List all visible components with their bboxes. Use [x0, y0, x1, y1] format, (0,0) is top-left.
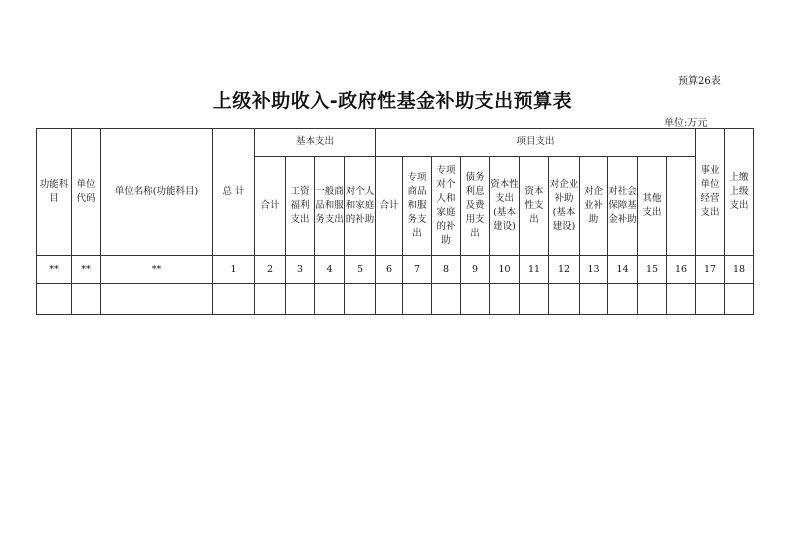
header-row-1: [37, 129, 754, 157]
table-cell: 10: [490, 256, 520, 284]
table-cell: [345, 284, 376, 315]
table-cell: [315, 284, 345, 315]
form-number: 预算26表: [678, 76, 721, 87]
header-basic-total: 合计: [255, 156, 286, 255]
table-cell: [72, 284, 101, 315]
table-cell: 11: [520, 256, 549, 284]
header-enterprise-build: 对企业补助(基本建设): [549, 156, 580, 255]
header-wage: 工资福利支出: [286, 156, 315, 255]
header-unit-name: 单位名称(功能科目): [101, 129, 213, 256]
table-cell: 18: [725, 256, 754, 284]
header-goods: 一般商品和服务支出: [315, 156, 345, 255]
header-capital-build: 资本性支出(基本建设): [490, 156, 520, 255]
header-basic-expenditure: 基本支出: [255, 129, 376, 157]
table-cell: [696, 284, 725, 315]
header-func-subject: 功能科目: [37, 129, 72, 256]
header-business-expenditure: 事业单位经营支出: [696, 129, 725, 256]
table-cell: [490, 284, 520, 315]
table-cell: [286, 284, 315, 315]
table-cell: **: [72, 256, 101, 284]
table-cell: 3: [286, 256, 315, 284]
table-cell: 7: [403, 256, 432, 284]
table-cell: [638, 284, 667, 315]
table-cell: 13: [580, 256, 608, 284]
code-row: [37, 256, 754, 284]
budget-table: [36, 128, 754, 315]
table-cell: 16: [667, 256, 696, 284]
header-unit-code: 单位代码: [72, 129, 101, 256]
header-project-household: 专项对个人和家庭的补助: [432, 156, 461, 255]
table-cell: [580, 284, 608, 315]
header-project-expenditure: 项目支出: [376, 129, 696, 157]
table-cell: 8: [432, 256, 461, 284]
empty-row: [37, 284, 754, 315]
header-project-total: 合计: [376, 156, 403, 255]
header-total: 总 计: [213, 129, 255, 256]
table-cell: 6: [376, 256, 403, 284]
table-cell: [37, 284, 72, 315]
table-cell: [213, 284, 255, 315]
table-cell: [725, 284, 754, 315]
table-cell: 17: [696, 256, 725, 284]
unit-label: 单位:万元: [664, 118, 708, 129]
table-cell: [376, 284, 403, 315]
table-cell: [549, 284, 580, 315]
table-cell: 2: [255, 256, 286, 284]
table-cell: [667, 284, 696, 315]
header-project-goods: 专项商品和服务支出: [403, 156, 432, 255]
table-cell: 12: [549, 256, 580, 284]
table-cell: 4: [315, 256, 345, 284]
table-cell: [101, 284, 213, 315]
table-cell: [461, 284, 490, 315]
table-cell: 1: [213, 256, 255, 284]
header-upper-payment: 上缴上级支出: [725, 129, 754, 256]
table-cell: **: [101, 256, 213, 284]
table-cell: **: [37, 256, 72, 284]
header-debt: 债务利息及费用支出: [461, 156, 490, 255]
table-cell: 15: [638, 256, 667, 284]
header-other: 其他支出: [638, 156, 667, 255]
table-cell: [255, 284, 286, 315]
header-capital: 资本性支出: [520, 156, 549, 255]
table-cell: [520, 284, 549, 315]
table-cell: [403, 284, 432, 315]
table-cell: 5: [345, 256, 376, 284]
header-social-security: 对社会保障基金补助: [608, 156, 638, 255]
table-cell: [608, 284, 638, 315]
table-cell: 9: [461, 256, 490, 284]
header-household: 对个人和家庭的补助: [345, 156, 376, 255]
header-enterprise: 对企业补助: [580, 156, 608, 255]
table-cell: 14: [608, 256, 638, 284]
page-title: 上级补助收入-政府性基金补助支出预算表: [212, 90, 573, 112]
table-cell: [432, 284, 461, 315]
